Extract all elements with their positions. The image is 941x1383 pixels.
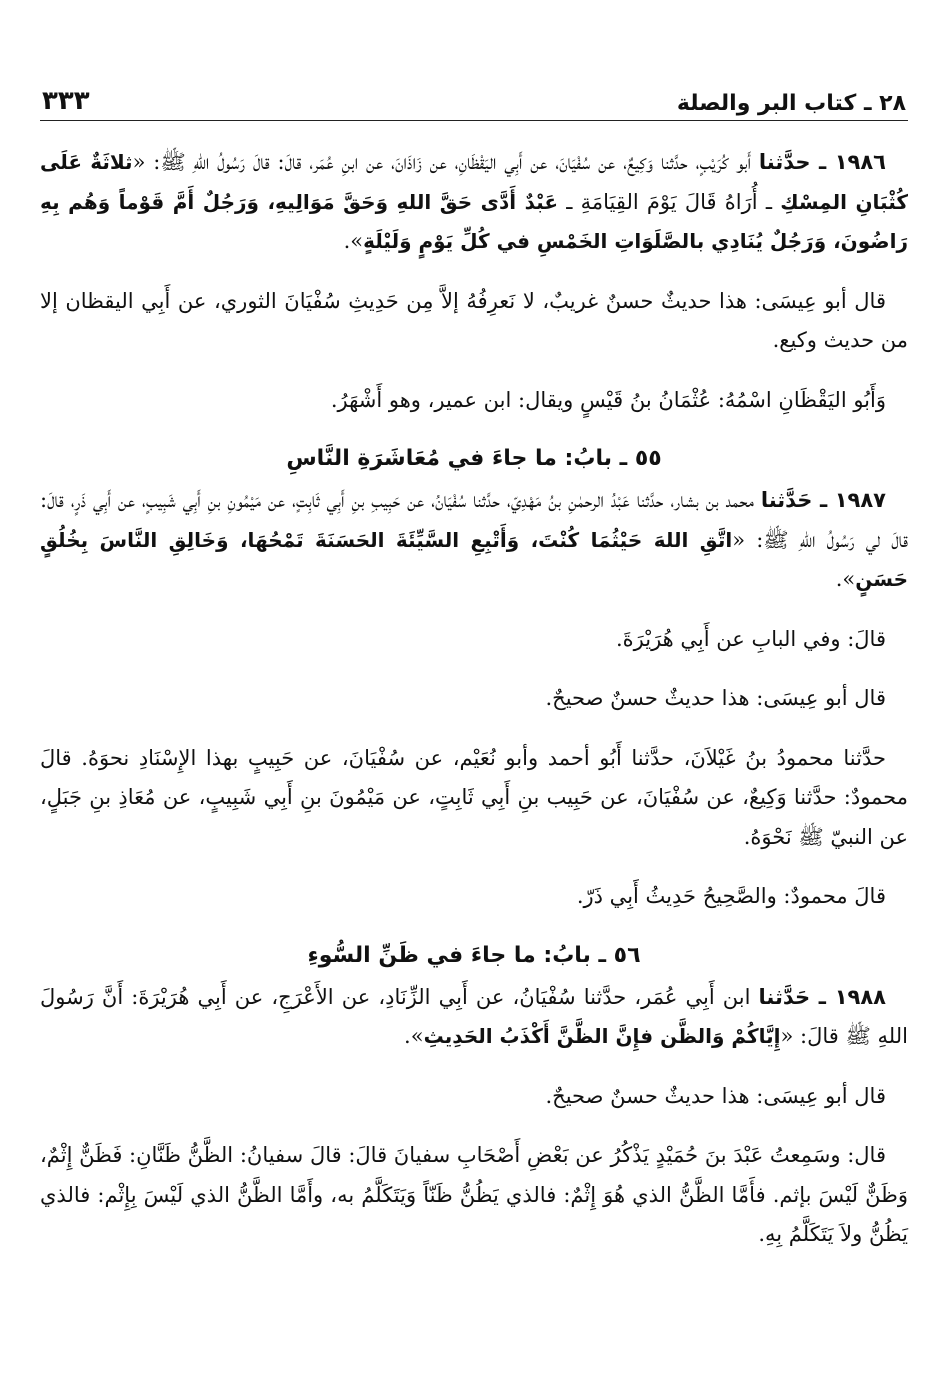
- quote-close: ».: [404, 1024, 424, 1048]
- commentary: حدَّثنا محمودُ بنُ غَيْلاَنَ، حدَّثنا أَبُو أحمد وأبو نُعَيْم، عن سُفْيَانَ، عن حَبِيبٍ بهذا الإِسْنَادِ نحوَهُ. قالَ محمودٌ: حدَّثنا وَكِيعٌ، عن سُفْيَانَ، عن حَبِيب بنِ أَبِي ثَابِتٍ، عن مَيْمُونَ بنِ أَبِي شَبِيبٍ، عن مُعَاذِ بنِ جَبَلٍ، عن النبيّ ﷺ نَحْوَهُ.: [40, 745, 908, 849]
- quote-close: ».: [835, 567, 856, 591]
- commentary: قالَ محمودٌ: والصَّحِيحُ حَدِيثُ أَبِي ذَرّ.: [576, 884, 886, 908]
- hadith-1988: [40, 978, 908, 1057]
- commentary: قال: وسَمِعتُ عَبْدَ بنَ حُمَيْدٍ يَذْكُرُ عن بَعْضِ أَصْحَابِ سفيانَ قالَ: قالَ سفيانُ: الظَّنُّ ظَنَّانِ: فَظَنٌّ إِثْمٌ، وَظَنٌّ لَيْسَ بإثم. فأَمَّا الظَّنُّ الذي هُوَ إِثْمٌ: فالذي يَظُنُّ ظَنّاً وَيَتَكَلَّمُ به، وأَمَّا الظَّنُّ الذي لَيْسَ بِإِثْم: فالذي يَظُنُّ ولاَ يَتَكَلَّمُ بِهِ.: [40, 1143, 908, 1246]
- commentary: وَأَبُو اليَقْظَانِ اسْمُهُ: عُثْمَانُ بنُ قَيْسٍ ويقال: ابن عمير، وهو أَشْهَرُ.: [330, 387, 886, 412]
- matn-text: اتَّقِ اللهَ حَيْثُمَا كُنْتَ، وَأَتْبِعِ السَّيِّئَةَ الحَسَنَةَ تَمْحُهَا، وَخَالِقِ النَّاسَ بِخُلُقٍ حَسَنٍ: [40, 527, 908, 591]
- isnad-text: أَبو كُرَيْبٍ، حدَّثنا وَكِيعٌ، عن سُفْيَانَ، عن أَبِي اليَقْظَانِ، عن زَاذَانَ، عن ابنِ عُمَر، قالَ: قالَ رَسُولُ اللهِ ﷺ: «: [132, 150, 759, 174]
- isnad-text: ابن أَبِي عُمَر، حدَّثنا سُفْيَانُ، عن أَبِي الزِّنَادِ، عن الأَعْرَجِ، عن أَبِي هُرَيْرَةَ: أَنَّ رَسُولَ اللهِ ﷺ قالَ: «: [40, 984, 908, 1048]
- hadith-number: ١٩٨٨ ـ حَدَّثنا: [758, 984, 886, 1009]
- hadith-1986: [40, 143, 908, 262]
- page-body: [40, 121, 908, 1255]
- section-heading: ٥٦ ـ بابُ: ما جاءَ في ظَنِّ السُّوءِ: [307, 942, 641, 968]
- aside-text: ـ أُرَاهُ قَالَ يَوْمَ القِيَامَةِ ـ: [558, 189, 781, 214]
- hadith-1987: [40, 481, 908, 600]
- quote-close: ».: [343, 229, 364, 253]
- commentary: قال أبو عِيسَى: هذا حديثٌ حسنٌ صحيحٌ.: [545, 1083, 886, 1108]
- commentary: قال أبو عِيسَى: هذا حديثٌ حسنٌ صحيحٌ.: [545, 686, 886, 710]
- matn-text: إِيَّاكُمْ وَالظَّن فإِنَّ الظَّنَّ أَكْذَبُ الحَدِيثِ: [423, 1024, 781, 1048]
- hadith-number: ١٩٨٧ ـ حَدَّثنا: [760, 488, 886, 512]
- chapter-title: ٢٨ ـ كتاب البر والصلة: [676, 91, 906, 116]
- matn-text: عَبْدٌ أَدَّى حَقَّ اللهِ وَحَقَّ مَوَالِيهِ، وَرَجُلٌ أَمَّ قَوْماً وَهُم بِهِ رَاضُونَ، وَرَجُلٌ يُنَادِي بالصَّلَوَاتِ الخَمْسِ في كُلِّ يَوْمٍ وَلَيْلَةٍ: [40, 189, 908, 253]
- commentary: قال أبو عِيسَى: هذا حديثٌ حسنٌ غريبٌ، لا نَعرِفُهُ إلاَّ مِن حَدِيثِ سُفْيَانَ الثوري، عن أَبِي اليقظان إلا من حديث وكيع.: [40, 288, 908, 352]
- book-page: [40, 80, 908, 1255]
- commentary: قالَ: وفي البابِ عن أَبِي هُرَيْرَةَ.: [615, 626, 886, 651]
- matn-text: ثلاثَةٌ عَلَى كُثْبَانِ المِسْكِ: [40, 150, 909, 214]
- isnad-text: محمد بن بشار، حدَّثنا عَبْدُ الرحمٰنِ بنُ مَهْدِيّ، حدَّثنا سُفْيَانُ، عن حَبِيبِ بنِ أَبِي ثَابِتٍ، عن مَيْمُونِ بنِ أَبِي شَبِيبٍ، عن أَبِي ذَرٍ، قالَ: قالَ لي رَسُولُ اللهِ ﷺ: «: [40, 488, 908, 552]
- page-number: ٣٣٣: [42, 86, 90, 116]
- section-heading: ٥٥ ـ بابُ: ما جاءَ في مُعَاشَرَةِ النَّاسِ: [286, 446, 662, 471]
- hadith-number: ١٩٨٦ ـ حدَّثنا: [758, 150, 886, 174]
- running-header: [40, 80, 908, 121]
